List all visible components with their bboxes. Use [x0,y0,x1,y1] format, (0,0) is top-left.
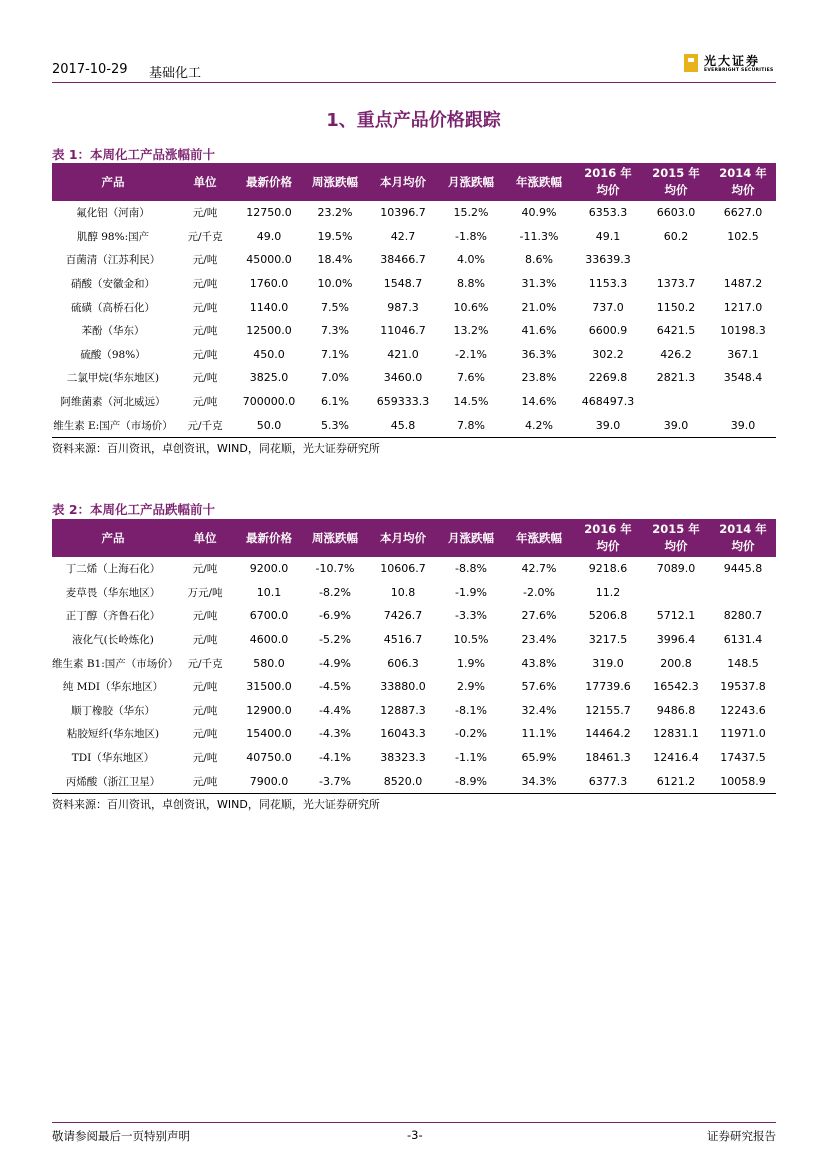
cell-yearly-change: 14.6% [521,395,557,409]
cell-latest-price: 12500.0 [246,324,292,338]
cell-yearly-change: 43.8% [521,656,557,670]
cell-avg-2015: 2821.3 [656,371,696,385]
cell-unit: 元/吨 [192,396,218,409]
cell-product: 苯酚（华东） [81,325,145,338]
cell-unit: 元/吨 [192,301,218,314]
logo-icon [684,54,698,72]
everbright-logo [684,52,776,80]
cell-unit: 元/吨 [192,325,218,338]
cell-unit: 元/吨 [192,681,218,694]
report-type: 证券研究报告 [707,1129,776,1143]
cell-avg-2014: 6627.0 [723,206,763,220]
cell-avg-2015: 12416.4 [653,751,699,765]
cell-avg-2016: 33639.3 [585,253,631,267]
table2-body [52,557,776,793]
cell-product: 粘胶短纤(华东地区) [66,728,160,741]
table1-body [52,201,776,437]
cell-avg-2015: 6421.5 [656,324,696,338]
cell-product: 液化气(长岭炼化) [72,634,154,647]
cell-avg-2016: 6377.3 [574,769,642,793]
cell-monthly-avg: 987.3 [387,300,419,314]
cell-weekly-change: 10.0% [317,277,353,291]
cell-product: TDI（华东地区） [71,752,155,765]
table2-caption: 表 2：本周化工产品跌幅前十 [52,502,216,517]
column-header-avg-2015: 2015 年 均价 [642,519,710,557]
cell-yearly-change: -2.0% [523,585,555,599]
cell-avg-2014: 8280.7 [723,609,763,623]
column-header-unit: 单位 [174,163,236,201]
cell-avg-2016: 18461.3 [585,751,631,765]
cell-avg-2014: 1487.2 [723,277,763,291]
cell-avg-2015: 426.2 [660,347,692,361]
cell-latest-price: 1140.0 [249,300,289,314]
cell-avg-2014: 17437.5 [720,751,766,765]
cell-product: 纯 MDI（华东地区） [62,681,164,694]
cell-yearly-change: 21.0% [521,300,557,314]
cell-monthly-avg: 10.8 [390,585,416,599]
cell-avg-2014: 10058.9 [710,769,776,793]
cell-monthly-change: 7.8% [438,413,504,437]
cell-unit: 元/吨 [192,563,218,576]
table-row [52,769,776,793]
cell-monthly-avg: 4516.7 [383,633,423,647]
cell-monthly-change: -8.8% [455,562,487,576]
cell-latest-price: 3825.0 [249,371,289,385]
cell-weekly-change: -10.7% [315,562,355,576]
cell-weekly-change: 7.0% [321,371,349,385]
cell-avg-2016: 17739.6 [585,680,631,694]
cell-avg-2015: 16542.3 [653,680,699,694]
cell-monthly-change: -8.1% [455,703,487,717]
cell-latest-price: 12900.0 [246,703,292,717]
report-topic: 基础化工 [149,66,202,81]
cell-monthly-change: -1.1% [455,751,487,765]
cell-weekly-change: -4.4% [319,703,351,717]
cell-avg-2016: 6600.9 [588,324,628,338]
cell-yearly-change: 4.2% [504,413,574,437]
cell-monthly-change: 4.0% [457,253,485,267]
cell-unit: 元/吨 [192,704,218,717]
cell-avg-2014 [710,248,776,272]
cell-monthly-change: -1.8% [455,229,487,243]
table2-header-row [52,519,776,557]
cell-avg-2016: 737.0 [592,300,624,314]
table-row [52,272,776,296]
cell-monthly-avg: 421.0 [387,347,419,361]
column-header-monthly-avg: 本月均价 [368,519,438,557]
cell-avg-2016: 6353.3 [588,206,628,220]
cell-avg-2014: 148.5 [727,656,759,670]
table2-source: 资料来源：百川资讯，卓创资讯，WIND，同花顺，光大证券研究所 [52,798,380,811]
disclaimer-note: 敬请参阅最后一页特别声明 [52,1129,190,1143]
column-header-latest-price: 最新价格 [236,163,302,201]
cell-product: 氟化铝（河南） [76,207,150,220]
cell-avg-2015 [642,248,710,272]
cell-avg-2015 [642,390,710,414]
cell-avg-2016: 319.0 [592,656,624,670]
cell-avg-2015: 6121.2 [642,769,710,793]
cell-yearly-change: 31.3% [521,277,557,291]
cell-avg-2014: 39.0 [710,413,776,437]
cell-product: 丁二烯（上海石化） [65,563,161,576]
cell-latest-price: 49.0 [256,229,282,243]
cell-avg-2016: 468497.3 [581,395,635,409]
cell-unit: 元/吨 [192,610,218,623]
cell-monthly-change: 10.6% [453,300,489,314]
page-header [52,54,776,82]
cell-avg-2015: 200.8 [660,656,692,670]
table-row [52,366,776,390]
table-row [52,651,776,675]
cell-weekly-change: 18.4% [317,253,353,267]
cell-avg-2014: 3548.4 [723,371,763,385]
cell-avg-2014: 11971.0 [720,727,766,741]
table-row [52,248,776,272]
cell-unit: 元/千克 [174,413,236,437]
cell-yearly-change: 41.6% [521,324,557,338]
table-row [52,557,776,581]
cell-monthly-change: 13.2% [453,324,489,338]
cell-avg-2015 [642,581,710,605]
column-header-product: 产品 [52,163,174,201]
cell-unit: 元/吨 [192,634,218,647]
cell-monthly-change: 10.5% [453,633,489,647]
header-divider [52,82,776,83]
cell-yearly-change: 11.1% [521,727,557,741]
table-row [52,581,776,605]
cell-weekly-change: 19.5% [317,229,353,243]
column-header-unit: 单位 [174,519,236,557]
cell-avg-2014 [710,581,776,605]
cell-monthly-change: -2.1% [455,347,487,361]
cell-yearly-change: 42.7% [521,562,557,576]
cell-avg-2016: 14464.2 [585,727,631,741]
column-header-yearly-change: 年涨跌幅 [504,163,574,201]
cell-latest-price: 45000.0 [246,253,292,267]
cell-product: 硫酸（98%） [80,348,146,361]
cell-monthly-avg: 33880.0 [380,680,426,694]
cell-product: 维生素 E:国产（市场价） [52,413,174,437]
table-row [52,390,776,414]
cell-weekly-change: 7.3% [321,324,349,338]
table-row [52,295,776,319]
cell-unit: 元/吨 [192,372,218,385]
cell-avg-2014: 102.5 [727,229,759,243]
cell-unit: 元/千克 [187,657,223,670]
cell-latest-price: 10.1 [256,585,282,599]
cell-latest-price: 580.0 [253,656,285,670]
column-header-latest-price: 最新价格 [236,519,302,557]
cell-avg-2014: 6131.4 [723,633,763,647]
cell-avg-2015: 7089.0 [656,562,696,576]
cell-monthly-change: 7.6% [457,371,485,385]
column-header-product: 产品 [52,519,174,557]
cell-weekly-change: -4.5% [319,680,351,694]
cell-weekly-change: 5.3% [302,413,368,437]
cell-avg-2015: 1150.2 [656,300,696,314]
cell-unit: 元/吨 [174,769,236,793]
cell-product: 肌醇 98%:国产 [76,230,150,243]
column-header-avg-2016: 2016 年 均价 [574,163,642,201]
table2-losers [52,519,776,794]
cell-avg-2014: 1217.0 [723,300,763,314]
table-row [52,201,776,225]
table-row [52,746,776,770]
cell-weekly-change: 23.2% [317,206,353,220]
cell-latest-price: 700000.0 [242,395,296,409]
cell-avg-2016: 2269.8 [588,371,628,385]
cell-avg-2015: 12831.1 [653,727,699,741]
cell-latest-price: 40750.0 [246,751,292,765]
cell-product: 百菌清（江苏利民） [65,254,161,267]
table-row [52,413,776,437]
cell-weekly-change: 7.5% [321,300,349,314]
cell-avg-2014: 12243.6 [720,703,766,717]
table1-header-row [52,163,776,201]
cell-monthly-avg: 10396.7 [380,206,426,220]
cell-monthly-change: 2.9% [457,680,485,694]
cell-avg-2015: 9486.8 [656,703,696,717]
cell-avg-2015: 39.0 [642,413,710,437]
column-header-monthly-change: 月涨跌幅 [438,519,504,557]
cell-monthly-avg: 38323.3 [380,751,426,765]
cell-avg-2016: 12155.7 [585,703,631,717]
table-row [52,319,776,343]
table1-gainers [52,163,776,438]
cell-avg-2014: 19537.8 [720,680,766,694]
cell-avg-2014: 9445.8 [723,562,763,576]
cell-avg-2016: 3217.5 [588,633,628,647]
column-header-weekly-change: 周涨跌幅 [302,163,368,201]
cell-monthly-avg: 45.8 [368,413,438,437]
cell-avg-2016: 9218.6 [588,562,628,576]
cell-latest-price: 4600.0 [249,633,289,647]
cell-product: 正丁醇（齐鲁石化） [65,610,161,623]
cell-monthly-avg: 3460.0 [383,371,423,385]
cell-latest-price: 9200.0 [249,562,289,576]
cell-product: 顺丁橡胶（华东） [71,704,155,717]
cell-yearly-change: 23.8% [521,371,557,385]
column-header-weekly-change: 周涨跌幅 [302,519,368,557]
table1-source: 资料来源：百川资讯，卓创资讯，WIND，同花顺，光大证券研究所 [52,442,380,455]
cell-monthly-avg: 12887.3 [380,703,426,717]
logo-cn-text: 光大证券 [704,54,761,68]
cell-avg-2016: 49.1 [595,229,621,243]
cell-monthly-change: 14.5% [453,395,489,409]
cell-avg-2016: 302.2 [592,347,624,361]
cell-unit: 元/吨 [192,254,218,267]
cell-monthly-change: -1.9% [455,585,487,599]
footer-divider [52,1122,776,1123]
cell-monthly-avg: 659333.3 [376,395,430,409]
table-row [52,343,776,367]
cell-weekly-change: 6.1% [321,395,349,409]
cell-product: 二氯甲烷(华东地区) [66,372,160,385]
cell-unit: 元/吨 [192,207,218,220]
cell-monthly-avg: 42.7 [390,229,416,243]
cell-avg-2015: 60.2 [663,229,689,243]
cell-unit: 万元/吨 [187,586,223,599]
cell-monthly-avg: 8520.0 [368,769,438,793]
cell-product: 丙烯酸（浙江卫星） [52,769,174,793]
cell-latest-price: 450.0 [253,347,285,361]
cell-yearly-change: 23.4% [521,633,557,647]
table-row [52,628,776,652]
cell-avg-2016: 39.0 [574,413,642,437]
column-header-yearly-change: 年涨跌幅 [504,519,574,557]
cell-unit: 元/吨 [192,278,218,291]
cell-unit: 元/千克 [187,230,223,243]
cell-avg-2015: 6603.0 [656,206,696,220]
column-header-avg-2016: 2016 年 均价 [574,519,642,557]
cell-yearly-change: 27.6% [521,609,557,623]
column-header-avg-2014: 2014 年 均价 [710,519,776,557]
cell-yearly-change: 36.3% [521,347,557,361]
table-row [52,722,776,746]
table-row [52,699,776,723]
cell-weekly-change: -5.2% [319,633,351,647]
cell-weekly-change: -4.3% [319,727,351,741]
cell-avg-2014: 10198.3 [720,324,766,338]
column-header-monthly-avg: 本月均价 [368,163,438,201]
cell-yearly-change: 8.6% [525,253,553,267]
cell-latest-price: 50.0 [236,413,302,437]
cell-yearly-change: 32.4% [521,703,557,717]
cell-product: 麦草畏（华东地区） [65,586,161,599]
cell-avg-2016: 5206.8 [588,609,628,623]
cell-weekly-change: -4.9% [319,656,351,670]
cell-unit: 元/吨 [192,728,218,741]
cell-yearly-change: -11.3% [519,229,559,243]
cell-weekly-change: -6.9% [319,609,351,623]
cell-product: 阿维菌素（河北威远） [60,396,166,409]
cell-monthly-avg: 10606.7 [380,562,426,576]
cell-product: 维生素 B1:国产（市场价） [52,657,179,670]
table1-caption: 表 1：本周化工产品涨幅前十 [52,147,216,162]
cell-unit: 元/吨 [192,348,218,361]
cell-latest-price: 12750.0 [246,206,292,220]
cell-monthly-avg: 1548.7 [383,277,423,291]
cell-monthly-change: 8.8% [457,277,485,291]
cell-monthly-change: -8.9% [438,769,504,793]
cell-unit: 元/吨 [192,752,218,765]
cell-monthly-avg: 7426.7 [383,609,423,623]
page-footer [52,1122,776,1146]
cell-avg-2015: 5712.1 [656,609,696,623]
cell-latest-price: 31500.0 [246,680,292,694]
cell-latest-price: 7900.0 [236,769,302,793]
cell-monthly-avg: 16043.3 [380,727,426,741]
logo-en-text: EVERBRIGHT SECURITIES [704,68,774,73]
cell-yearly-change: 34.3% [504,769,574,793]
cell-avg-2016: 11.2 [595,585,621,599]
column-header-avg-2015: 2015 年 均价 [642,163,710,201]
page-number: -3- [407,1128,423,1142]
cell-monthly-change: -3.3% [455,609,487,623]
column-header-monthly-change: 月涨跌幅 [438,163,504,201]
cell-monthly-avg: 606.3 [387,656,419,670]
cell-monthly-change: -0.2% [455,727,487,741]
column-header-avg-2014: 2014 年 均价 [710,163,776,201]
cell-avg-2015: 3996.4 [656,633,696,647]
cell-monthly-avg: 38466.7 [380,253,426,267]
table-row [52,225,776,249]
table-row [52,675,776,699]
cell-monthly-change: 15.2% [453,206,489,220]
cell-weekly-change: 7.1% [321,347,349,361]
cell-latest-price: 6700.0 [249,609,289,623]
cell-avg-2015: 1373.7 [656,277,696,291]
cell-yearly-change: 57.6% [521,680,557,694]
cell-avg-2016: 1153.3 [588,277,628,291]
report-date: 2017-10-29 [52,62,128,77]
cell-yearly-change: 40.9% [521,206,557,220]
cell-product: 硝酸（安徽金和） [71,278,155,291]
cell-monthly-avg: 11046.7 [380,324,426,338]
cell-product: 硫磺（高桥石化） [71,301,155,314]
cell-latest-price: 1760.0 [249,277,289,291]
section-title: 1、重点产品价格跟踪 [326,110,501,131]
cell-avg-2014 [710,390,776,414]
cell-monthly-change: 1.9% [457,656,485,670]
cell-yearly-change: 65.9% [521,751,557,765]
table-row [52,604,776,628]
cell-latest-price: 15400.0 [246,727,292,741]
cell-weekly-change: -4.1% [319,751,351,765]
cell-avg-2014: 367.1 [727,347,759,361]
cell-weekly-change: -8.2% [319,585,351,599]
cell-weekly-change: -3.7% [302,769,368,793]
